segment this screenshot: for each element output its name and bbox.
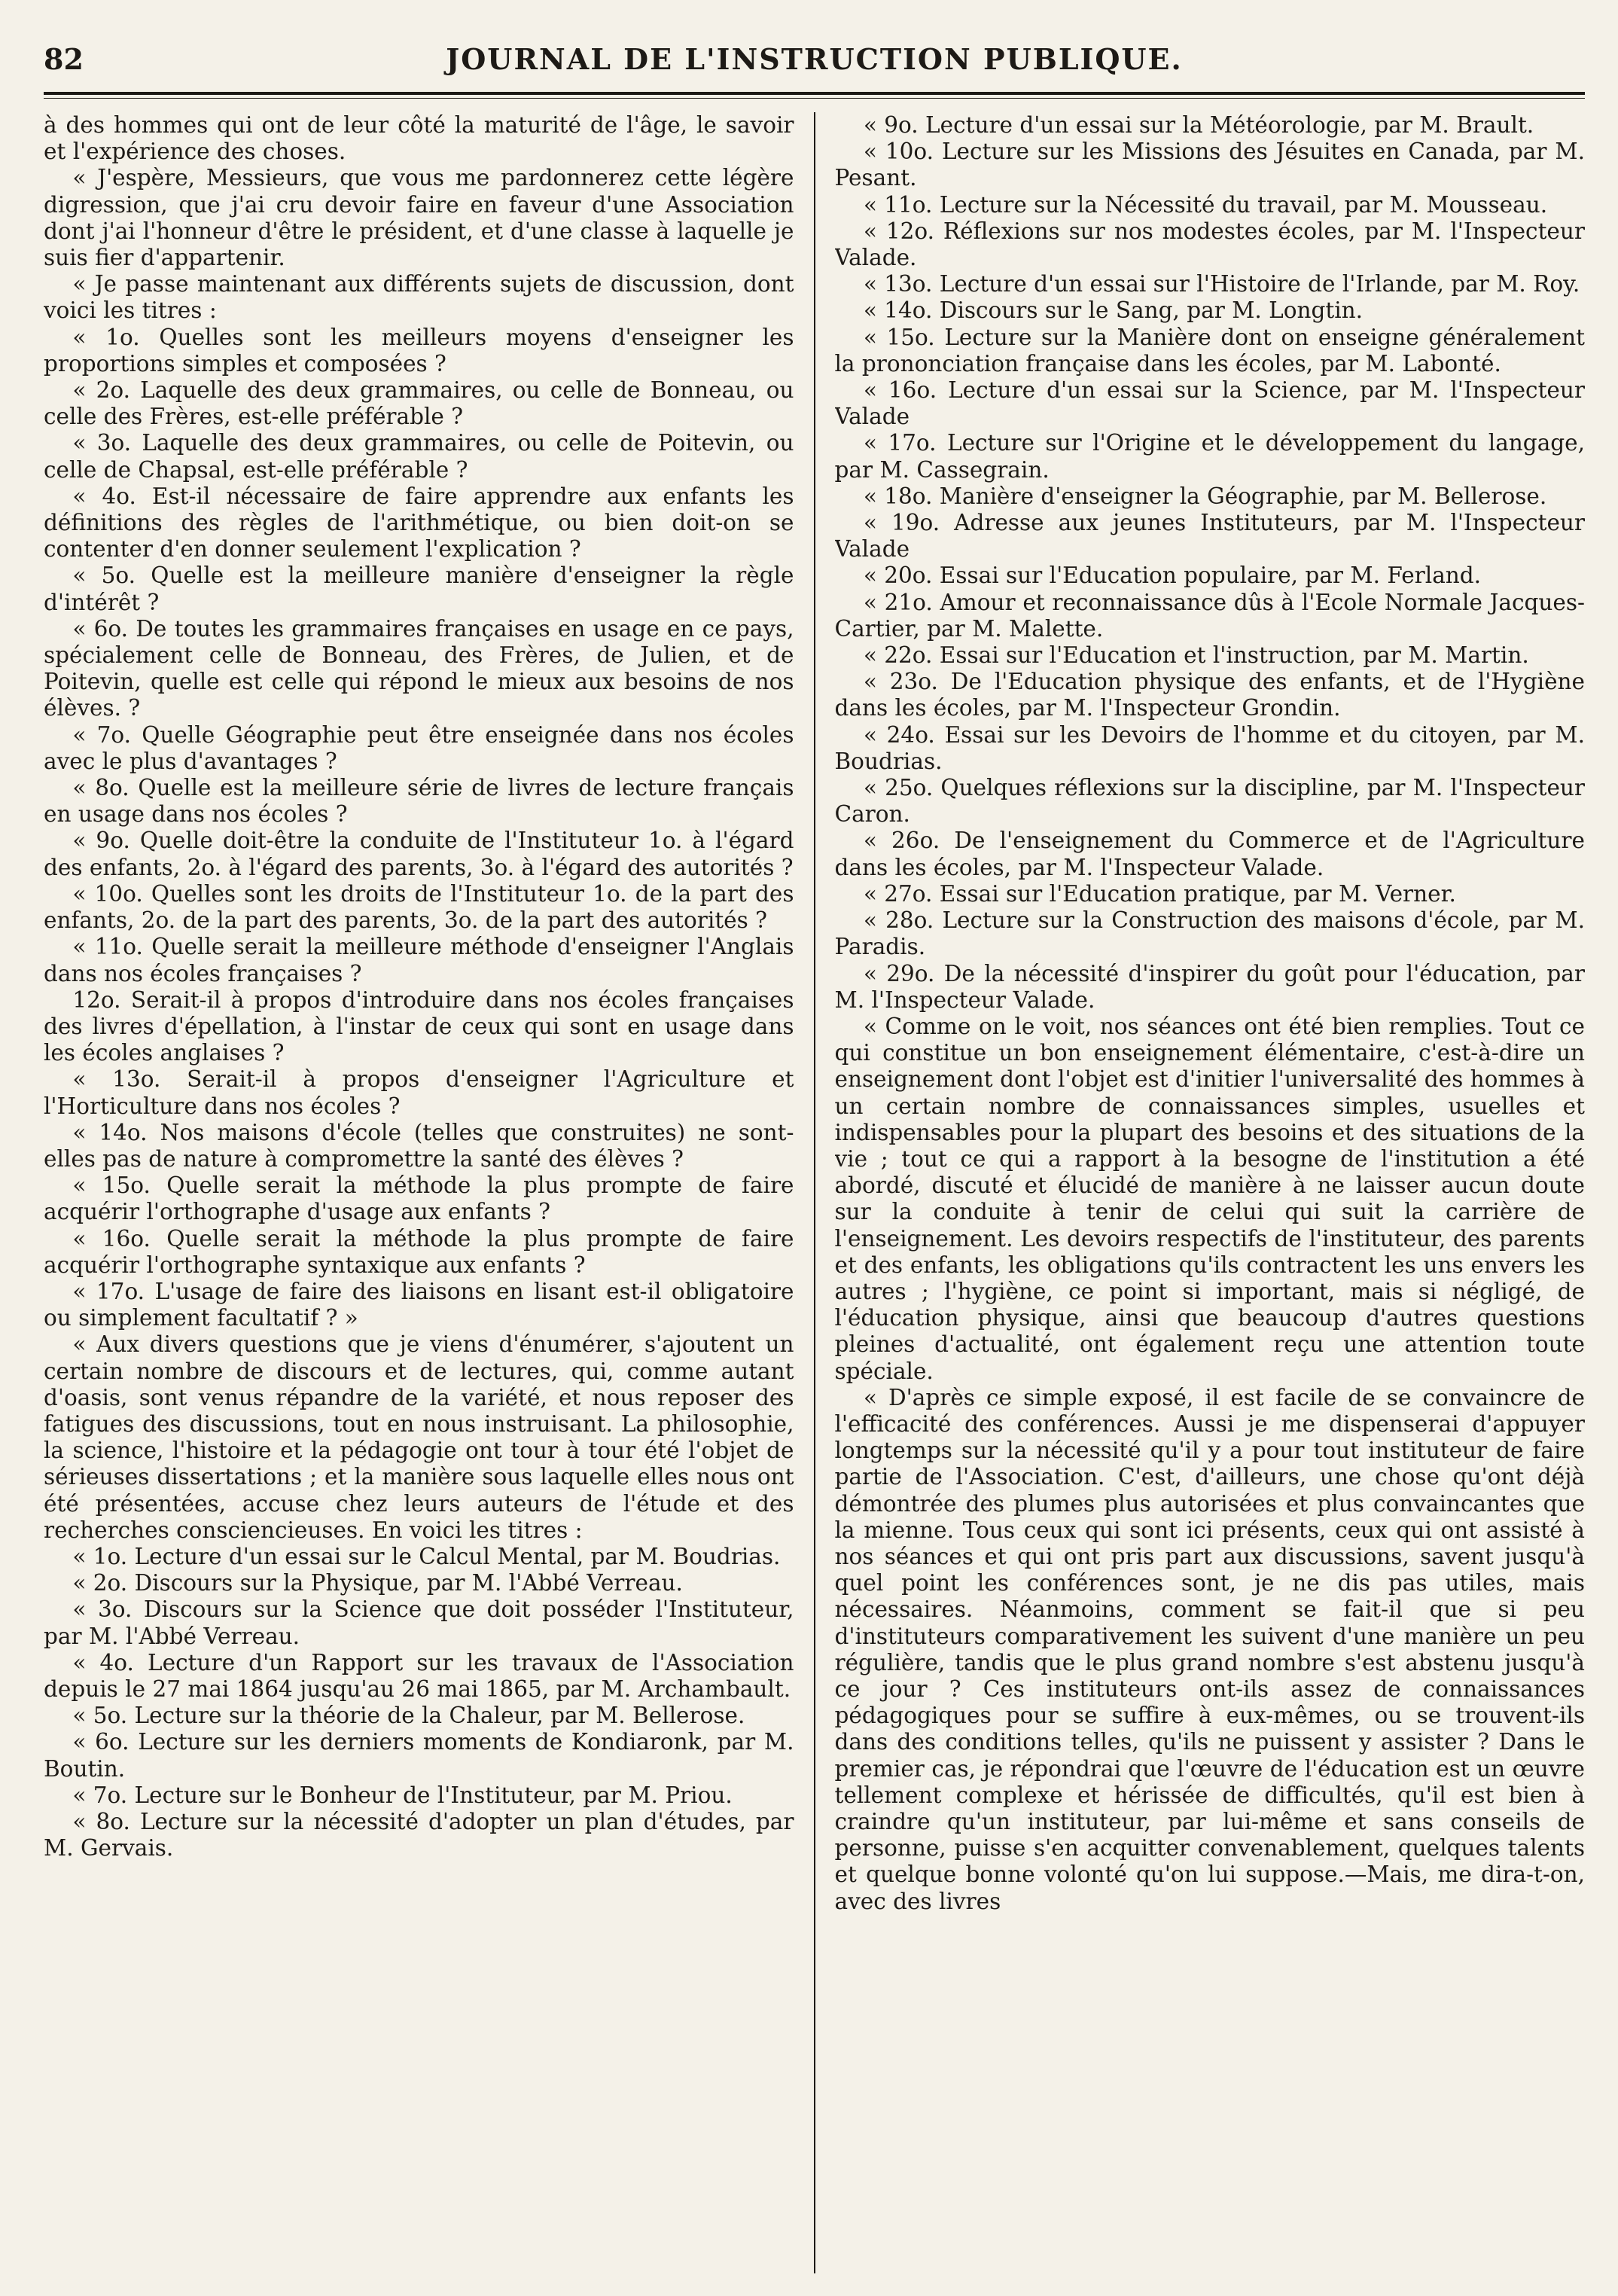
paragraph: « 10o. Lecture sur les Missions des Jésuites en Canada, par M. Pesant. [834,139,1585,191]
paragraph: « D'après ce simple exposé, il est facile de se convaincre de l'efficacité des conférences. Aussi je me dispenserai d'appuyer longtemps sur la nécessité qu'il y a pour tout instituteur de faire partie de l'Association. C'est, d'ailleurs, une chose qu'ont déjà démontrée des plumes plus autorisées et plus convaincantes que la mienne. Tous ceux qui sont ici présents, ceux qui ont assisté à nos séances et qui ont pris part aux discussions, savent jusqu'à quel point les conférences sont, je ne dis pas utiles, mais nécessaires. Néanmoins, comment se fait-il que si peu d'instituteurs comparativement les suivent d'une manière un peu régulière, tandis que le plus grand nombre s'est abstenu jusqu'à ce jour ? Ces instituteurs ont-ils assez de connaissances pédagogiques pour se suffire à eux-mêmes, ou se trouvent-ils dans des conditions telles, qu'ils ne puissent y assister ? Dans le premier cas, je répondrai que l'œuvre de l'éducation est un œuvre tellement complexe et hérissée de difficultés, qu'il est bien à craindre qu'un instituteur, par lui-même et sans conseils de personne, puisse s'en acquitter convenablement, quelques talents et quelque bonne volonté qu'on lui suppose.—Mais, me dira-t-on, avec des livres [834,1384,1585,1914]
paragraph: « 25o. Quelques réflexions sur la discipline, par M. l'Inspecteur Caron. [834,775,1585,828]
paragraph: « 18o. Manière d'enseigner la Géographie, par M. Bellerose. [863,483,1547,509]
paragraph: « 23o. De l'Education physique des enfants, et de l'Hygiène dans les écoles, par M. l'Inspecteur Grondin. [834,669,1585,721]
paragraph: « 11o. Lecture sur la Nécessité du travail, par M. Mousseau. [863,191,1548,218]
paragraph: « 27o. Essai sur l'Education pratique, par M. Verner. [863,880,1456,907]
paragraph: « 7o. Lecture sur le Bonheur de l'Instituteur, par M. Priou. [72,1782,733,1808]
paragraph: « 29o. De la nécessité d'inspirer du goût pour l'éducation, par M. l'Inspecteur Valade. [834,960,1585,1013]
paragraph: « 8o. Lecture sur la nécessité d'adopter un plan d'études, par M. Gervais. [44,1809,794,1861]
paragraph: « 17o. L'usage de faire des liaisons en lisant est-il obligatoire ou simplement facultatif ? » [44,1278,794,1331]
paragraph: « 13o. Lecture d'un essai sur l'Histoire de l'Irlande, par M. Roy. [863,271,1580,297]
paragraph: « 2o. Laquelle des deux grammaires, ou celle de Bonneau, ou celle des Frères, est-elle préférable ? [44,377,794,430]
paragraph: « 24o. Essai sur les Devoirs de l'homme et du citoyen, par M. Boudrias. [834,721,1585,774]
page-header [44,42,1585,87]
paragraph: « 10o. Quelles sont les droits de l'Instituteur 1o. de la part des enfants, 2o. de la part des parents, 3o. de la part des autorités ? [44,880,794,934]
header-rule-thick [44,92,1585,95]
paragraph: « 3o. Discours sur la Science que doit posséder l'Instituteur, par M. l'Abbé Verreau. [44,1596,794,1649]
paragraph: « 28o. Lecture sur la Construction des maisons d'école, par M. Paradis. [834,907,1585,960]
paragraph: « 22o. Essai sur l'Education et l'instruction, par M. Martin. [863,642,1529,669]
paragraph: « 11o. Quelle serait la meilleure méthode d'enseigner l'Anglais dans nos écoles françaises ? [44,934,794,986]
paragraph: à des hommes qui ont de leur côté la maturité de l'âge, le savoir et l'expérience des choses. [44,112,794,165]
paragraph: « 7o. Quelle Géographie peut être enseignée dans nos écoles avec le plus d'avantages ? [44,721,794,774]
paragraph: « 17o. Lecture sur l'Origine et le développement du langage, par M. Cassegrain. [834,430,1585,483]
paragraph: « 14o. Nos maisons d'école (telles que construites) ne sont-elles pas de nature à compromettre la santé des élèves ? [44,1119,794,1172]
paragraph: « Comme on le voit, nos séances ont été bien remplies. Tout ce qui constitue un bon enseignement élémentaire, c'est-à-dire un enseignement dont l'objet est d'initier l'universalité des hommes à un certain nombre de connaissances simples, usuelles et indispensables pour la plupart des besoins et des situations de la vie ; tout ce qui a rapport à la besogne de l'institution a été abordé, discuté et élucidé de manière à ne laisser aucun doute sur la conduite à tenir de celui qui suit la carrière de l'enseignement. Les devoirs respectifs de l'instituteur, des parents et des enfants, les obligations qu'ils contractent les uns envers les autres ; l'hygiène, ce point si important, mais si négligé, de l'éducation physique, ainsi que beaucoup d'autres questions pleines d'actualité, ont également reçu une attention toute spéciale. [834,1013,1585,1384]
paragraph: « 9o. Lecture d'un essai sur la Météorologie, par M. Brault. [863,112,1534,138]
page-number: 82 [44,42,84,76]
paragraph: « 1o. Lecture d'un essai sur le Calcul Mental, par M. Boudrias. [72,1543,781,1569]
paragraph: « 19o. Adresse aux jeunes Instituteurs, par M. l'Inspecteur Valade [834,510,1585,563]
paragraph: « 15o. Lecture sur la Manière dont on enseigne généralement la prononciation française dans les écoles, par M. Labonté. [834,324,1585,377]
journal-title: JOURNAL DE L'INSTRUCTION PUBLIQUE. [446,42,1183,76]
paragraph: « 9o. Quelle doit-être la conduite de l'Instituteur 1o. à l'égard des enfants, 2o. à l'égard des parents, 3o. à l'égard des autorités ? [44,828,794,880]
paragraph: « 5o. Lecture sur la théorie de la Chaleur, par M. Bellerose. [72,1703,745,1729]
paragraph: « 2o. Discours sur la Physique, par M. l'Abbé Verreau. [72,1570,683,1596]
paragraph: « 8o. Quelle est la meilleure série de livres de lecture français en usage dans nos écoles ? [44,775,794,828]
paragraph: « 16o. Quelle serait la méthode la plus prompte de faire acquérir l'orthographe syntaxique aux enfants ? [44,1225,794,1278]
paragraph: « Aux divers questions que je viens d'énumérer, s'ajoutent un certain nombre de discours et de lectures, qui, comme autant d'oasis, sont venus répandre de la variété, et nous reposer des fatigues des discussions, tout en nous instruisant. La philosophie, la science, l'histoire et la pédagogie ont tour à tour été l'objet de sérieuses dissertations ; et la manière sous laquelle elles nous ont été présentées, accuse chez leurs auteurs de l'étude et des recherches consciencieuses. En voici les titres : [44,1331,794,1543]
paragraph: « 6o. De toutes les grammaires françaises en usage en ce pays, spécialement celle de Bonneau, des Frères, de Julien, et de Poitevin, quelle est celle qui répond le mieux aux besoins de nos élèves. ? [44,615,794,721]
column-divider [814,112,815,2273]
paragraph: 12o. Serait-il à propos d'introduire dans nos écoles françaises des livres d'épellation, à l'instar de ceux qui sont en usage dans les écoles anglaises ? [44,986,794,1066]
right-column [835,112,1586,2273]
paragraph: « 3o. Laquelle des deux grammaires, ou celle de Poitevin, ou celle de Chapsal, est-elle préférable ? [44,430,794,483]
paragraph: « 16o. Lecture d'un essai sur la Science, par M. l'Inspecteur Valade [834,377,1585,430]
paragraph: « 20o. Essai sur l'Education populaire, par M. Ferland. [863,563,1482,589]
paragraph: « 21o. Amour et reconnaissance dûs à l'Ecole Normale Jacques-Cartier, par M. Malette. [834,589,1585,642]
paragraph: « J'espère, Messieurs, que vous me pardonnerez cette légère digression, que j'ai cru devoir faire en faveur d'une Association dont j'ai l'honneur d'être le président, et d'une classe à laquelle je suis fier d'appartenir. [44,165,794,271]
paragraph: « 12o. Réflexions sur nos modestes écoles, par M. l'Inspecteur Valade. [834,218,1585,271]
paragraph: « 14o. Discours sur le Sang, par M. Longtin. [863,297,1364,324]
paragraph: « 4o. Lecture d'un Rapport sur les travaux de l'Association depuis le 27 mai 1864 jusqu'au 26 mai 1865, par M. Archambault. [44,1649,794,1702]
article-columns [44,112,1585,2273]
paragraph: « 13o. Serait-il à propos d'enseigner l'Agriculture et l'Horticulture dans nos écoles ? [44,1066,794,1119]
paragraph: « 1o. Quelles sont les meilleurs moyens d'enseigner les proportions simples et composées ? [44,324,794,377]
left-column [44,112,794,2273]
header-rule-thin [44,98,1585,99]
paragraph: « 15o. Quelle serait la méthode la plus prompte de faire acquérir l'orthographe d'usage aux enfants ? [44,1172,794,1225]
paragraph: « 26o. De l'enseignement du Commerce et de l'Agriculture dans les écoles, par M. l'Inspecteur Valade. [834,828,1585,880]
paragraph: « 5o. Quelle est la meilleure manière d'enseigner la règle d'intérêt ? [44,563,794,615]
paragraph: « 4o. Est-il nécessaire de faire apprendre aux enfants les définitions des règles de l'arithmétique, ou bien doit-on se contenter d'en donner seulement l'explication ? [44,483,794,563]
paragraph: « Je passe maintenant aux différents sujets de discussion, dont voici les titres : [44,271,794,324]
paragraph: « 6o. Lecture sur les derniers moments de Kondiaronk, par M. Boutin. [44,1729,794,1782]
